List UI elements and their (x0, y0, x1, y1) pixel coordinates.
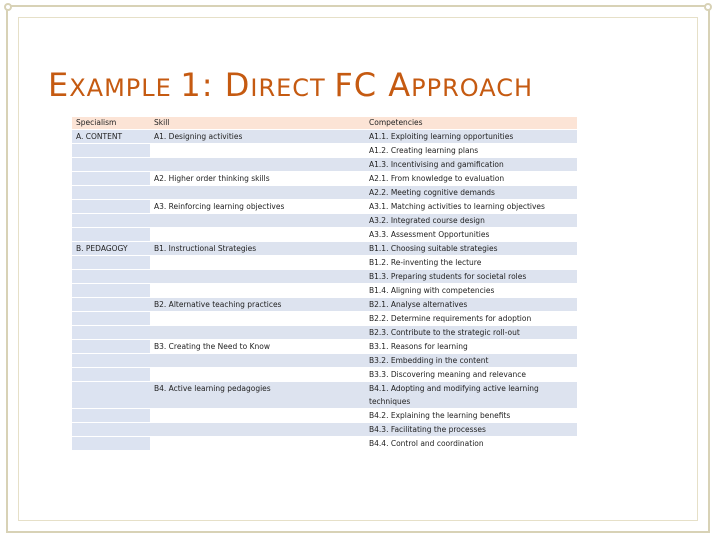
skill-cell (150, 423, 365, 437)
header-competencies: Competencies (365, 117, 577, 130)
table-row (72, 172, 577, 186)
skill-cell (150, 437, 365, 451)
competency-cell: B1.1. Choosing suitable strategies (365, 242, 577, 256)
competency-cell: A2.2. Meeting cognitive demands (365, 186, 577, 200)
skill-cell (150, 158, 365, 172)
table-body (72, 130, 577, 451)
skill-cell: A2. Higher order thinking skills (150, 172, 365, 186)
table-row (72, 158, 577, 172)
competency-cell: B2.2. Determine requirements for adoption (365, 312, 577, 326)
title-part: 1: D (180, 66, 251, 104)
table-row (72, 186, 577, 200)
specialism-cell (72, 270, 150, 284)
competency-cell: A1.3. Incentivising and gamification (365, 158, 577, 172)
specialism-cell (72, 298, 150, 312)
specialism-cell (72, 409, 150, 423)
skill-cell: A3. Reinforcing learning objectives (150, 200, 365, 214)
specialism-cell (72, 144, 150, 158)
competency-cell: A3.1. Matching activities to learning objectives (365, 200, 577, 214)
table-row (72, 256, 577, 270)
skill-cell (150, 284, 365, 298)
table-row (72, 130, 577, 144)
skill-cell: A1. Designing activities (150, 130, 365, 144)
specialism-cell (72, 382, 150, 409)
table-row (72, 214, 577, 228)
skill-cell: B1. Instructional Strategies (150, 242, 365, 256)
competency-cell: A1.2. Creating learning plans (365, 144, 577, 158)
competency-cell: A2.1. From knowledge to evaluation (365, 172, 577, 186)
competency-cell: B1.2. Re-inventing the lecture (365, 256, 577, 270)
specialism-cell (72, 340, 150, 354)
specialism-cell (72, 214, 150, 228)
table-row (72, 354, 577, 368)
title-part: FC A (334, 66, 412, 104)
skill-cell (150, 228, 365, 242)
title-part: E (48, 66, 70, 104)
competency-cell: B3.2. Embedding in the content (365, 354, 577, 368)
specialism-cell: B. PEDAGOGY (72, 242, 150, 256)
skill-cell (150, 368, 365, 382)
specialism-cell (72, 228, 150, 242)
table-row (72, 298, 577, 312)
specialism-cell (72, 368, 150, 382)
table-row (72, 326, 577, 340)
competency-cell: B3.1. Reasons for learning (365, 340, 577, 354)
table-row (72, 200, 577, 214)
specialism-cell (72, 172, 150, 186)
title-part: IRECT (250, 74, 335, 102)
table-row (72, 242, 577, 256)
specialism-cell (72, 284, 150, 298)
competency-cell: B4.4. Control and coordination (365, 437, 577, 451)
table-row (72, 228, 577, 242)
slide-title (48, 66, 533, 104)
frame-corner-dot-left (4, 3, 12, 11)
table-row (72, 284, 577, 298)
specialism-cell (72, 256, 150, 270)
specialism-cell (72, 158, 150, 172)
header-skill: Skill (150, 117, 365, 130)
competency-cell: B4.1. Adopting and modifying active learning techniques (365, 382, 577, 409)
competency-cell: B2.3. Contribute to the strategic roll-out (365, 326, 577, 340)
table-row (72, 144, 577, 158)
title-part: PPROACH (411, 74, 534, 102)
competency-cell: B1.3. Preparing students for societal roles (365, 270, 577, 284)
table-row (72, 340, 577, 354)
specialism-cell (72, 312, 150, 326)
skill-cell: B3. Creating the Need to Know (150, 340, 365, 354)
skill-cell (150, 214, 365, 228)
table-row (72, 437, 577, 451)
specialism-cell (72, 354, 150, 368)
frame-corner-dot-right (704, 3, 712, 11)
competency-cell: B3.3. Discovering meaning and relevance (365, 368, 577, 382)
table-row (72, 409, 577, 423)
skill-cell (150, 354, 365, 368)
competency-cell: B2.1. Analyse alternatives (365, 298, 577, 312)
specialism-cell (72, 423, 150, 437)
competency-cell: A3.3. Assessment Opportunities (365, 228, 577, 242)
competency-cell: B4.2. Explaining the learning benefits (365, 409, 577, 423)
skill-cell (150, 186, 365, 200)
specialism-cell (72, 437, 150, 451)
skill-cell: B4. Active learning pedagogies (150, 382, 365, 409)
skill-cell (150, 409, 365, 423)
table-row (72, 423, 577, 437)
skill-cell (150, 144, 365, 158)
competency-cell: A1.1. Exploiting learning opportunities (365, 130, 577, 144)
skill-cell: B2. Alternative teaching practices (150, 298, 365, 312)
title-part: XAMPLE (69, 74, 181, 102)
skill-cell (150, 312, 365, 326)
competency-cell: B1.4. Aligning with competencies (365, 284, 577, 298)
specialism-cell: A. CONTENT (72, 130, 150, 144)
competency-table (72, 117, 577, 451)
table-row (72, 312, 577, 326)
header-specialism: Specialism (72, 117, 150, 130)
specialism-cell (72, 200, 150, 214)
skill-cell (150, 256, 365, 270)
skill-cell (150, 270, 365, 284)
table-row (72, 368, 577, 382)
skill-cell (150, 326, 365, 340)
table-header-row (72, 117, 577, 130)
table-row (72, 270, 577, 284)
table-row (72, 382, 577, 409)
specialism-cell (72, 186, 150, 200)
competency-cell: B4.3. Facilitating the processes (365, 423, 577, 437)
competency-cell: A3.2. Integrated course design (365, 214, 577, 228)
specialism-cell (72, 326, 150, 340)
